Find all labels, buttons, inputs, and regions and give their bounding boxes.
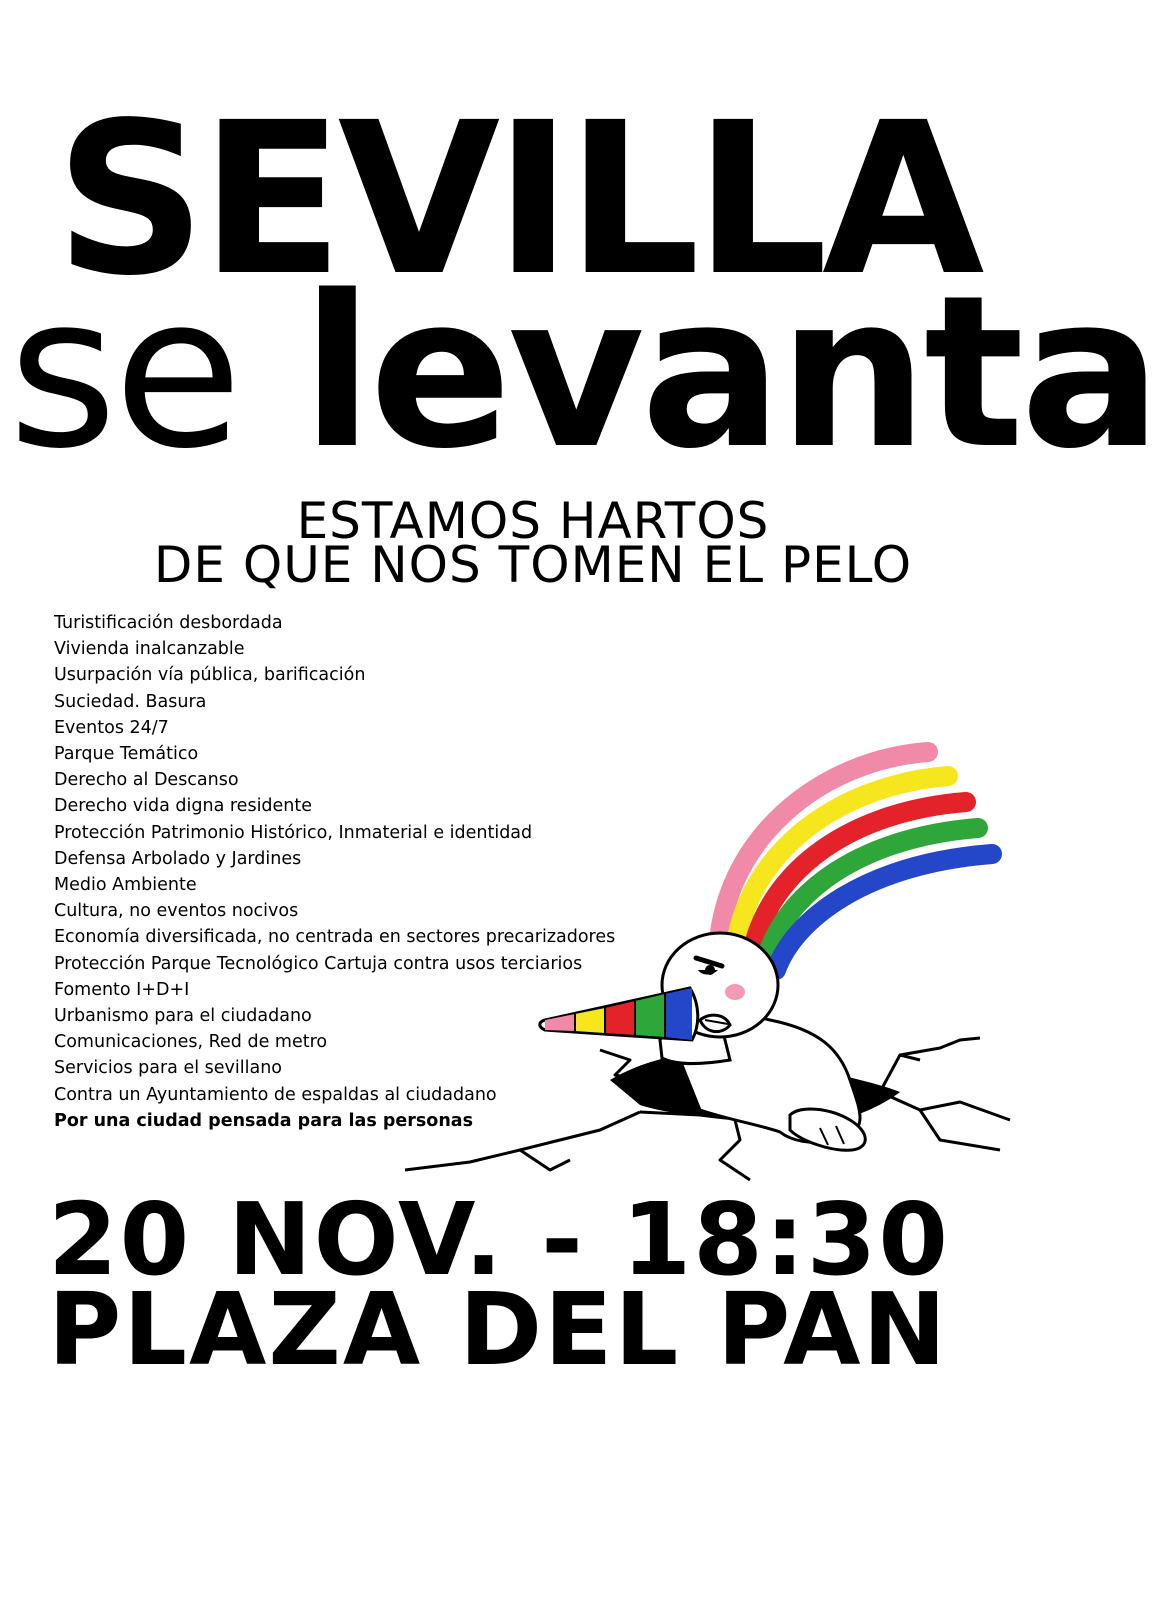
poster-title-word-se: se — [8, 250, 239, 495]
poster-title-line1: SEVILLA — [55, 77, 979, 322]
demand-item: Vivienda inalcanzable — [54, 639, 245, 660]
demand-item: Contra un Ayuntamiento de espaldas al ciudadano — [54, 1084, 497, 1105]
rainbow-unicorn-mascot-icon — [400, 720, 1020, 1190]
demand-item-final: Por una ciudad pensada para las personas — [54, 1110, 474, 1131]
demand-item: Medio Ambiente — [54, 875, 197, 896]
demand-item: Parque Temático — [54, 744, 199, 765]
subtitle-line1: ESTAMOS HARTOS — [296, 492, 770, 550]
demand-item: Usurpación vía pública, barificación — [54, 665, 366, 686]
demand-item: Fomento I+D+I — [54, 979, 190, 1000]
demand-item: Defensa Arbolado y Jardines — [54, 848, 302, 869]
poster-title-word-levanta: levanta — [301, 250, 1158, 495]
demand-item: Urbanismo para el ciudadano — [54, 1006, 312, 1027]
demand-item: Turistificación desbordada — [54, 613, 283, 633]
event-date-time: 20 NOV. - 18:30 — [48, 1181, 950, 1298]
demand-item: Economía diversificada, no centrada en sectores precarizadores — [54, 927, 616, 948]
demand-item: Protección Parque Tecnológico Cartuja contra usos terciarios — [54, 953, 583, 974]
event-place: PLAZA DEL PAN — [48, 1271, 949, 1388]
demand-item: Cultura, no eventos nocivos — [54, 901, 299, 922]
demand-item: Comunicaciones, Red de metro — [54, 1032, 328, 1053]
demand-item: Suciedad. Basura — [54, 691, 207, 712]
subtitle-line2: DE QUE NOS TOMEN EL PELO — [153, 536, 913, 594]
demand-item: Protección Patrimonio Histórico, Inmaterial e identidad — [54, 822, 533, 843]
demand-item: Derecho al Descanso — [54, 770, 239, 791]
demand-item: Servicios para el sevillano — [54, 1058, 283, 1079]
demand-item: Eventos 24/7 — [54, 717, 169, 738]
demand-item: Derecho vida digna residente — [54, 796, 313, 817]
poster-title-line2 — [8, 250, 1158, 495]
